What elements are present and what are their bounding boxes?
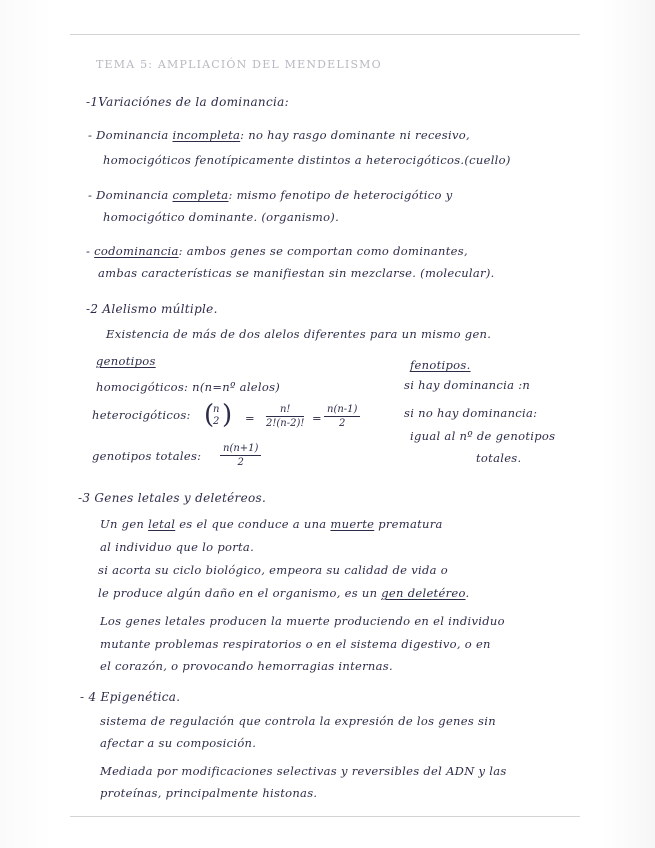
equals-sign-1: = (245, 411, 255, 425)
section-2-heading: -2 Alelismo múltiple. (86, 302, 218, 316)
letales-line-7: el corazón, o provocando hemorragias internas. (100, 659, 393, 673)
homocigoticos-line: homocigóticos: n(n=nº alelos) (96, 380, 281, 394)
fenotipos-line-4: totales. (476, 451, 522, 465)
epigenetica-line-2: afectar a su composición. (100, 736, 257, 750)
line-incompleta-2: homocigóticos fenotípicamente distintos a heterocigóticos.(cuello) (103, 153, 511, 167)
line-codominancia-2: ambas características se manifiestan sin mezclarse. (molecular). (98, 266, 495, 280)
page-top-rule (70, 34, 580, 35)
fenotipos-line-2: si no hay dominancia: (404, 406, 538, 420)
page-bottom-rule (70, 816, 580, 817)
page-title: TEMA 5: AMPLIACIÓN DEL MENDELISMO (96, 58, 382, 71)
letales-line-6: mutante problemas respiratorios o en el sistema digestivo, o en (100, 637, 491, 651)
equals-sign-2: = (312, 411, 322, 425)
epigenetica-line-4: proteínas, principalmente histonas. (100, 786, 318, 800)
genotipos-label: genotipos (96, 354, 156, 368)
line-codominancia-1: - codominancia: ambos genes se comportan como dominantes, (86, 244, 468, 258)
epigenetica-line-1: sistema de regulación que controla la expresión de los genes sin (100, 714, 496, 728)
line-alelismo-1: Existencia de más de dos alelos diferentes para un mismo gen. (106, 327, 492, 341)
letales-line-4: le produce algún daño en el organismo, es un gen deletéreo. (98, 586, 470, 600)
line-completa-2: homocigótico dominante. (organismo). (103, 210, 340, 224)
section-1-heading: -1Variaciónes de la dominancia: (86, 95, 289, 109)
letales-line-2: al individuo que lo porta. (100, 540, 255, 554)
epigenetica-line-3: Mediada por modificaciones selectivas y reversibles del ADN y las (100, 764, 507, 778)
binomial-coefficient: ( n 2 ) (204, 400, 233, 430)
fraction-factorial: $\frac{n!}{2!(n-2)!}$ (266, 404, 305, 429)
fenotipos-line-1: si hay dominancia :n (404, 378, 531, 392)
section-4-heading: - 4 Epigenética. (80, 690, 181, 704)
letales-line-1: Un gen letal es el que conduce a una muerte prematura (100, 517, 443, 531)
section-3-heading: -3 Genes letales y deletéreos. (78, 491, 267, 505)
line-incompleta-1: - Dominancia incompleta: no hay rasgo dominante ni recesivo, (88, 128, 470, 142)
genotipos-totales-label: genotipos totales: (92, 449, 202, 463)
fenotipos-label: fenotipos. (410, 358, 471, 372)
fraction-hetero: $\frac{n(n-1)}{2}$ (324, 404, 360, 429)
heterocigoticos-label: heterocigóticos: (92, 408, 191, 422)
fenotipos-line-3: igual al nº de genotipos (410, 429, 556, 443)
fraction-totales: $\frac{n(n+1)}{2}$ (220, 443, 261, 468)
line-completa-1: - Dominancia completa: mismo fenotipo de heterocigótico y (88, 188, 453, 202)
letales-line-3: si acorta su ciclo biológico, empeora su calidad de vida o (98, 563, 449, 577)
letales-line-5: Los genes letales producen la muerte produciendo en el individuo (100, 614, 505, 628)
